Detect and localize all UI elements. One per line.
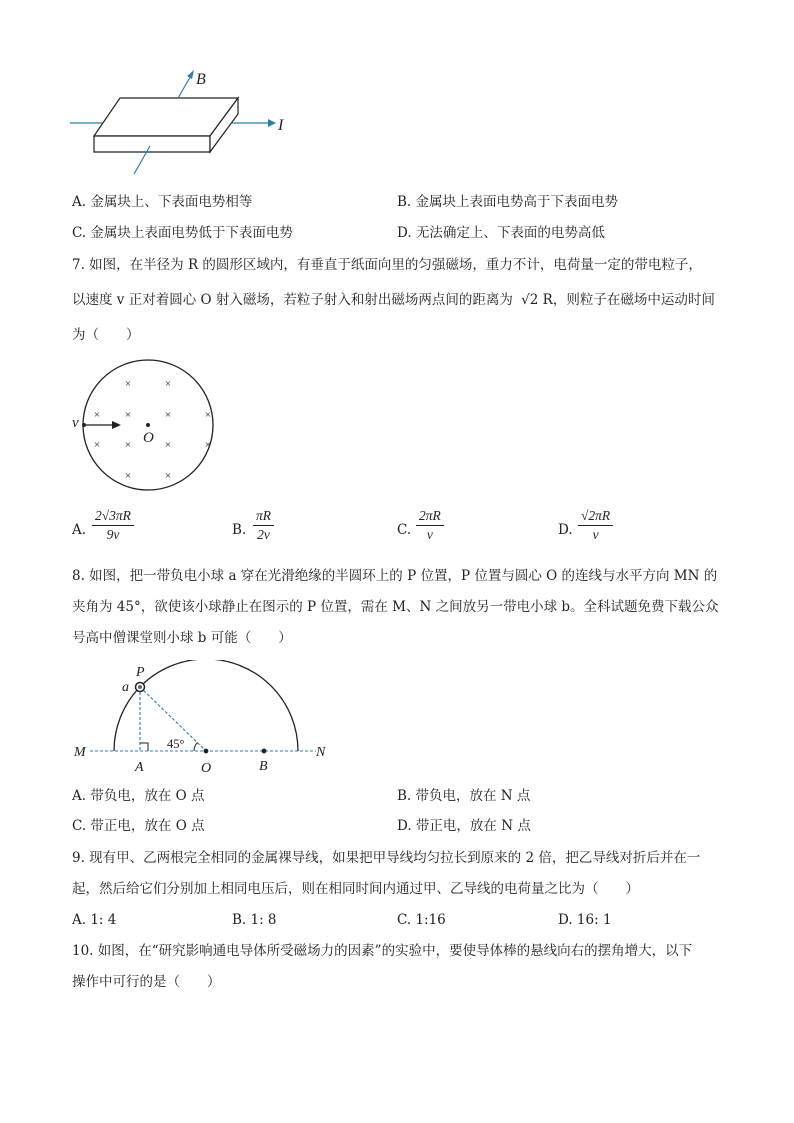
q8-option-d: D. 带正电，放在 N 点 bbox=[397, 818, 531, 834]
q9-stem-line1: 9. 现有甲、乙两根完全相同的金属裸导线，如果把甲导线均匀拉长到原来的 2 倍，把乙导线对折后并在一 bbox=[72, 850, 701, 866]
q7-stem-line3: 为（ ） bbox=[72, 327, 140, 343]
q7-stem-line2-a: 以速度 v 正对着圆心 O 射入磁场，若粒子射入和射出磁场两点间的距离为 bbox=[72, 292, 513, 308]
field-cross: × bbox=[164, 409, 172, 421]
q10-stem-line2: 操作中可行的是（ ） bbox=[72, 974, 221, 990]
label-B: B bbox=[196, 71, 206, 88]
q7-option-b-fraction bbox=[253, 508, 274, 543]
q7-option-b-den: 2v bbox=[257, 527, 270, 542]
label-a: a bbox=[122, 680, 129, 695]
q8-option-a: A. 带负电，放在 O 点 bbox=[72, 788, 205, 804]
q6-option-c: C. 金属块上表面电势低于下表面电势 bbox=[72, 225, 293, 241]
q7-option-a-den: 9v bbox=[106, 527, 120, 542]
q7-option-d-label: D. bbox=[558, 522, 573, 538]
q7-option-a-num: 2√3πR bbox=[92, 508, 134, 526]
q9-option-b: B. 1: 8 bbox=[232, 912, 277, 928]
q10-stem-line1: 10. 如图，在“研究影响通电导体所受磁场力的因素”的实验中，要使导体棒的悬线向右的摆角增大，以下 bbox=[72, 943, 693, 959]
label-P: P bbox=[136, 665, 145, 680]
q7-stem-line1: 7. 如图，在半径为 R 的圆形区域内，有垂直于纸面向里的匀强磁场，重力不计，电荷量一定的带电粒子， bbox=[72, 257, 702, 273]
field-cross: × bbox=[164, 378, 172, 390]
q8-option-c: C. 带正电，放在 O 点 bbox=[72, 818, 205, 834]
q9-option-c: C. 1:16 bbox=[397, 912, 446, 928]
q8-option-b: B. 带负电，放在 N 点 bbox=[397, 788, 531, 804]
label-angle: 45° bbox=[167, 737, 185, 751]
label-B: B bbox=[259, 759, 268, 774]
q7-option-a-fraction bbox=[92, 508, 134, 543]
q7-option-c-den: v bbox=[426, 527, 433, 542]
q6-option-d: D. 无法确定上、下表面的电势高低 bbox=[397, 225, 605, 241]
label-I: I bbox=[278, 117, 284, 134]
field-cross: × bbox=[204, 409, 212, 421]
q6-option-a: A. 金属块上、下表面电势相等 bbox=[72, 194, 253, 210]
point-B bbox=[262, 749, 267, 754]
field-cross: × bbox=[164, 439, 172, 451]
q7-option-c-num: 2πR bbox=[416, 508, 444, 526]
q6-option-b: B. 金属块上表面电势高于下表面电势 bbox=[397, 194, 619, 210]
field-cross: × bbox=[124, 439, 132, 451]
q7-option-b-label: B. bbox=[232, 522, 247, 538]
q7-option-c-fraction bbox=[416, 508, 444, 543]
label-A: A bbox=[135, 760, 144, 775]
q8-stem-line2: 夹角为 45°，欲使该小球静止在图示的 P 位置，需在 M、N 之间放另一带电小球 b。全科试题免费下载公众 bbox=[72, 599, 719, 615]
q7-option-d-num: √2πR bbox=[578, 508, 613, 526]
label-O: O bbox=[201, 761, 212, 775]
field-cross: × bbox=[93, 439, 101, 451]
field-cross: × bbox=[93, 409, 101, 421]
label-v: v bbox=[72, 415, 79, 431]
q9-option-a: A. 1: 4 bbox=[72, 912, 117, 928]
label-M: M bbox=[74, 745, 86, 760]
field-cross: × bbox=[124, 409, 132, 421]
field-cross: × bbox=[204, 439, 212, 451]
metal-block-figure bbox=[66, 62, 306, 180]
semicircle-ring-figure bbox=[66, 660, 346, 775]
q8-stem-line1: 8. 如图，把一带负电小球 a 穿在光滑绝缘的半圆环上的 P 位置，P 位置与圆心 O 的连线与水平方向 MN 的 bbox=[72, 568, 718, 584]
q7-option-d-fraction bbox=[578, 508, 613, 543]
q7-sqrt2: √2 bbox=[521, 292, 539, 308]
label-N: N bbox=[316, 745, 326, 760]
q7-option-d-den: v bbox=[592, 527, 599, 542]
label-O: O bbox=[143, 430, 154, 446]
q7-stem-line2-b: R，则粒子在磁场中运动时间 bbox=[542, 292, 715, 308]
q7-option-b-num: πR bbox=[253, 508, 274, 526]
field-cross: × bbox=[124, 378, 132, 390]
point-O bbox=[204, 749, 209, 754]
center-point bbox=[146, 423, 150, 427]
q9-option-d: D. 16: 1 bbox=[558, 912, 612, 928]
q7-option-a-label: A. bbox=[72, 522, 87, 538]
field-cross: × bbox=[164, 470, 172, 482]
field-cross: × bbox=[124, 470, 132, 482]
q7-stem-line2 bbox=[72, 290, 715, 310]
q8-stem-line3: 号高中僧课堂则小球 b 可能（ ） bbox=[72, 630, 292, 646]
q7-option-c-label: C. bbox=[397, 522, 412, 538]
magnetic-field-circle-figure bbox=[66, 354, 226, 494]
q9-stem-line2: 起，然后给它们分别加上相同电压后，则在相同时间内通过甲、乙导线的电荷量之比为（ ） bbox=[72, 881, 639, 897]
